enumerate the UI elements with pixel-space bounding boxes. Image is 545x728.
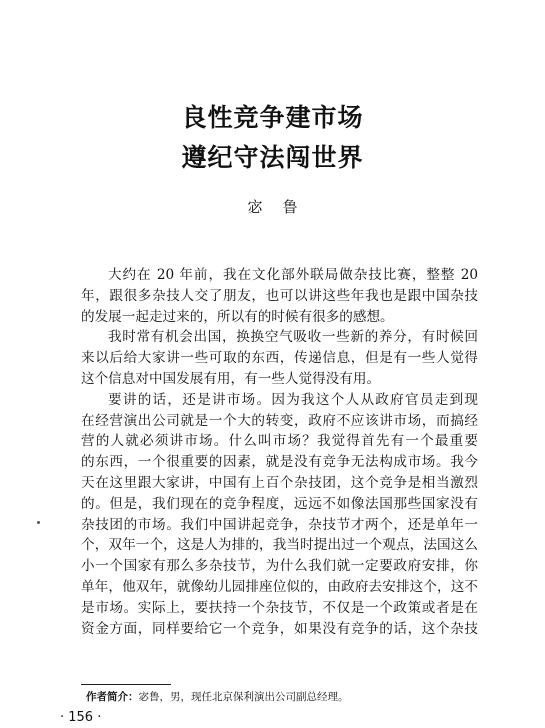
body-line: 小一个国家有那么多杂技节，为什么我们就一定要政府安排，你 xyxy=(81,558,478,575)
body-line: 的。但是，我们现在的竞争程度，远远不如像法国那些国家没有 xyxy=(81,495,478,512)
body-line: 的东西，一个很重要的因素，就是没有竞争无法构成市场。我今 xyxy=(81,454,478,471)
body-line: 是市场。实际上，要扶持一个杂技节，不仅是一个政策或者是在 xyxy=(81,599,478,616)
body-line: 的发展一起走过来的，所以有的时候有很多的感想。 xyxy=(81,308,394,325)
body-line: 这个信息对中国发展有用，有一些人觉得没有用。 xyxy=(81,370,381,387)
body-line: 单年，他双年，就像幼儿园排座位似的，由政府去安排这个，这不 xyxy=(81,578,478,595)
body-line: 年，跟很多杂技人交了朋友，也可以讲这些年我也是跟中国杂技 xyxy=(81,287,478,304)
article-author: 宓鲁 xyxy=(247,198,318,216)
body-line: 个，双年一个，这是人为排的，我当时提出过一个观点，法国这么 xyxy=(81,537,478,554)
margin-mark xyxy=(37,521,40,524)
body-line: 资金方面，同样要给它一个竞争，如果没有竞争的话，这个杂技 xyxy=(81,620,478,637)
body-line: 天在这里跟大家讲，中国有上百个杂技团，这个竞争是相当激烈 xyxy=(81,474,478,491)
footnote-divider xyxy=(81,684,171,685)
body-line: 大约在 20 年前，我在文化部外联局做杂技比赛，整整 20 xyxy=(108,267,478,283)
body-line: 我时常有机会出国，换换空气吸收一些新的养分，有时候回 xyxy=(108,329,478,346)
article-body xyxy=(81,265,478,639)
body-line: 营的人就必须讲市场。什么叫市场？我觉得首先有一个最重要 xyxy=(81,433,478,450)
article-title-line-1: 良性竞争建市场 xyxy=(181,103,364,132)
body-line: 要讲的话，还是讲市场。因为我这个人从政府官员走到现 xyxy=(108,391,478,408)
footnote xyxy=(86,689,349,704)
body-line: 在经营演出公司就是一个大的转变，政府不应该讲市场，而搞经 xyxy=(81,412,478,429)
footnote-text: 宓鲁，男，现任北京保利演出公司副总经理。 xyxy=(138,691,349,703)
body-line: 杂技团的市场。我们中国讲起竞争，杂技节才两个，还是单年一 xyxy=(81,516,478,533)
footnote-label: 作者简介： xyxy=(86,691,139,703)
body-line: 来以后给大家讲一些可取的东西，传递信息，但是有一些人觉得 xyxy=(81,350,478,367)
page-number: · 156 · xyxy=(60,710,102,725)
article-title-line-2: 遵纪守法闯世界 xyxy=(181,143,364,172)
